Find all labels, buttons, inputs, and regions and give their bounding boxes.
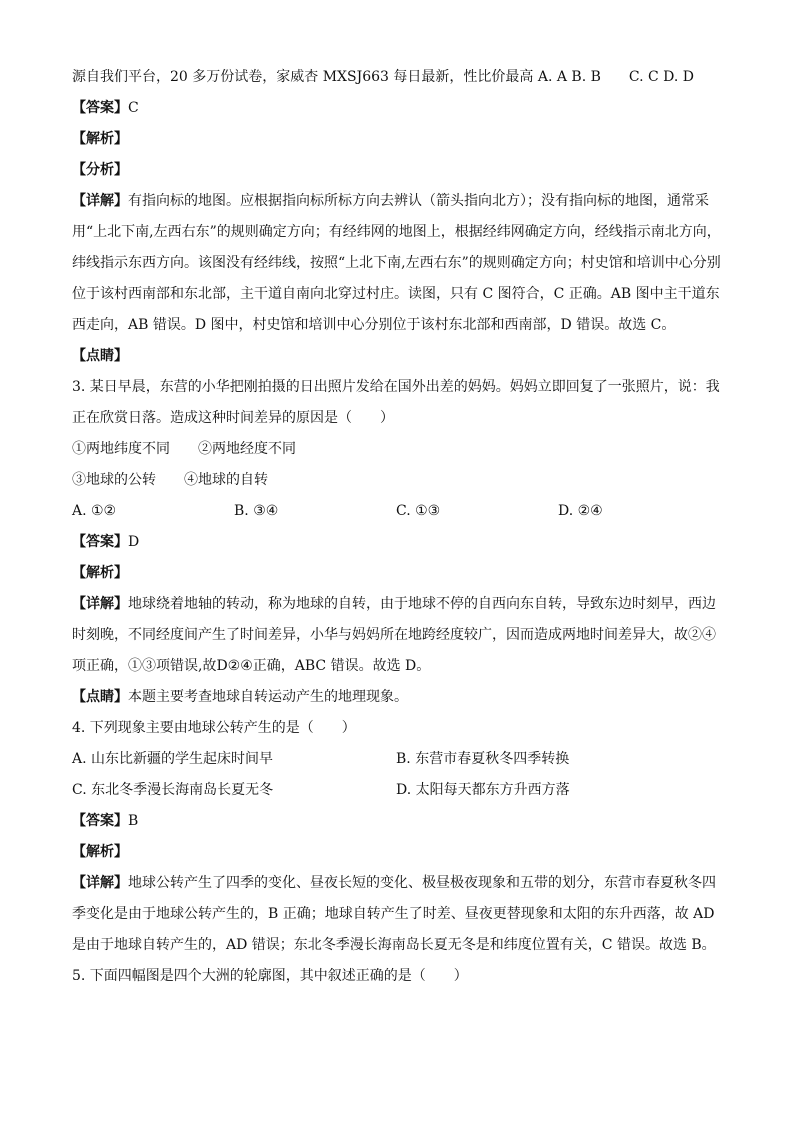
q3-analysis-tag: 【解析】	[72, 565, 128, 581]
q3-option-d: D. ②④	[558, 503, 603, 519]
q3-answer-line: 【答案】D	[72, 534, 140, 550]
q4-detail-line-3: 是由于地球自转产生的，AD 错误；东北冬季漫长海南岛长夏无冬是和纬度位置有关，C 错误。故选 B。	[72, 937, 716, 953]
q4-detail-line-2: 季变化是由于地球公转产生的，B 正确；地球自转产生了时差、昼夜更替现象和太阳的东升西落，故 AD	[72, 906, 715, 922]
q5-stem: 5. 下面四幅图是四个大洲的轮廓图，其中叙述正确的是（ ）	[72, 968, 468, 984]
q4-answer-line: 【答案】B	[72, 813, 139, 829]
answer-value: B	[128, 813, 139, 829]
q3-options	[72, 496, 726, 527]
q3-option-a: A. ①②	[72, 503, 117, 519]
q4-analysis-tag: 【解析】	[72, 844, 128, 860]
q2-answer-line	[72, 93, 726, 124]
q2-fenxi-tag: 【分析】	[72, 162, 128, 178]
q3-dianjing-line: 【点睛】本题主要考查地球自转运动产生的地理现象。	[72, 689, 408, 705]
q3-detail-line-1: 【详解】地球绕着地轴的转动，称为地球的自转，由于地球不停的自西向东自转，导致东边时刻早，西边	[72, 596, 716, 612]
q2-detail-line-1: 【详解】有指向标的地图。应根据指向标所标方向去辨认（箭头指向北方）；没有指向标的地图，通常采	[72, 193, 709, 209]
q4-option-d: D. 太阳每天都东方升西方落	[396, 782, 570, 798]
q3-items-line-1: ①两地纬度不同 ②两地经度不同	[72, 441, 296, 457]
q4-option-a: A. 山东比新疆的学生起床时间早	[72, 751, 274, 767]
q3-items-line-2: ③地球的公转 ④地球的自转	[72, 472, 268, 488]
header-line: 源自我们平台，20 多万份试卷，家威杏 MXSJ663 每日最新，性比价最高 A. A B. B C. C D. D	[72, 69, 695, 85]
q2-analysis-tag: 【解析】	[72, 131, 128, 147]
q4-option-b: B. 东营市春夏秋冬四季转换	[396, 751, 570, 767]
q2-detail-line-5: 西走向，AB 错误。D 图中，村史馆和培训中心分别位于该村东北部和西南部，D 错误。故选 C。	[72, 317, 676, 333]
q4-options-row-2	[72, 775, 726, 806]
q3-stem-line-1: 3. 某日早晨，东营的小华把刚拍摄的日出照片发给在国外出差的妈妈。妈妈立即回复了一张照片，说：我	[72, 379, 720, 395]
q3-detail-line-3: 项正确，①③项错误,故D②④正确，ABC 错误。故选 D。	[72, 658, 431, 674]
q2-dianjing-tag: 【点睛】	[72, 348, 128, 364]
q3-stem-line-2: 正在欣赏日落。造成这种时间差异的原因是（ ）	[72, 410, 394, 426]
document-page	[72, 62, 726, 992]
q2-detail-line-4: 位于该村西南部和东北部，主干道自南向北穿过村庄。读图，只有 C 图符合，C 正确。AB 图中主干道东	[72, 286, 720, 302]
q2-detail-line-2: 用“上北下南,左西右东”的规则确定方向；有经纬网的地图上，根据经纬网确定方向，经线指示南北方向，	[72, 224, 721, 240]
q4-options-row-1	[72, 744, 726, 775]
answer-value: D	[128, 534, 140, 550]
q2-detail-line-3: 纬线指示东西方向。该图没有经纬线，按照“上北下南,左西右东”的规则确定方向；村史馆和培训中心分别	[72, 255, 721, 271]
answer-tag: 【答案】	[72, 100, 128, 116]
q4-stem: 4. 下列现象主要由地球公转产生的是（ ）	[72, 720, 356, 736]
q3-option-c: C. ①③	[396, 503, 441, 519]
detail-tag: 【详解】	[72, 193, 128, 209]
q3-option-b: B. ③④	[234, 503, 279, 519]
answer-value: C	[128, 100, 139, 116]
q3-detail-line-2: 时刻晚，不同经度间产生了时间差异，小华与妈妈所在地跨经度较广，因而造成两地时间差异大，故②④	[72, 627, 716, 643]
q4-option-c: C. 东北冬季漫长海南岛长夏无冬	[72, 782, 274, 798]
q4-detail-line-1: 【详解】地球公转产生了四季的变化、昼夜长短的变化、极昼极夜现象和五带的划分，东营市春夏秋冬四	[72, 875, 716, 891]
